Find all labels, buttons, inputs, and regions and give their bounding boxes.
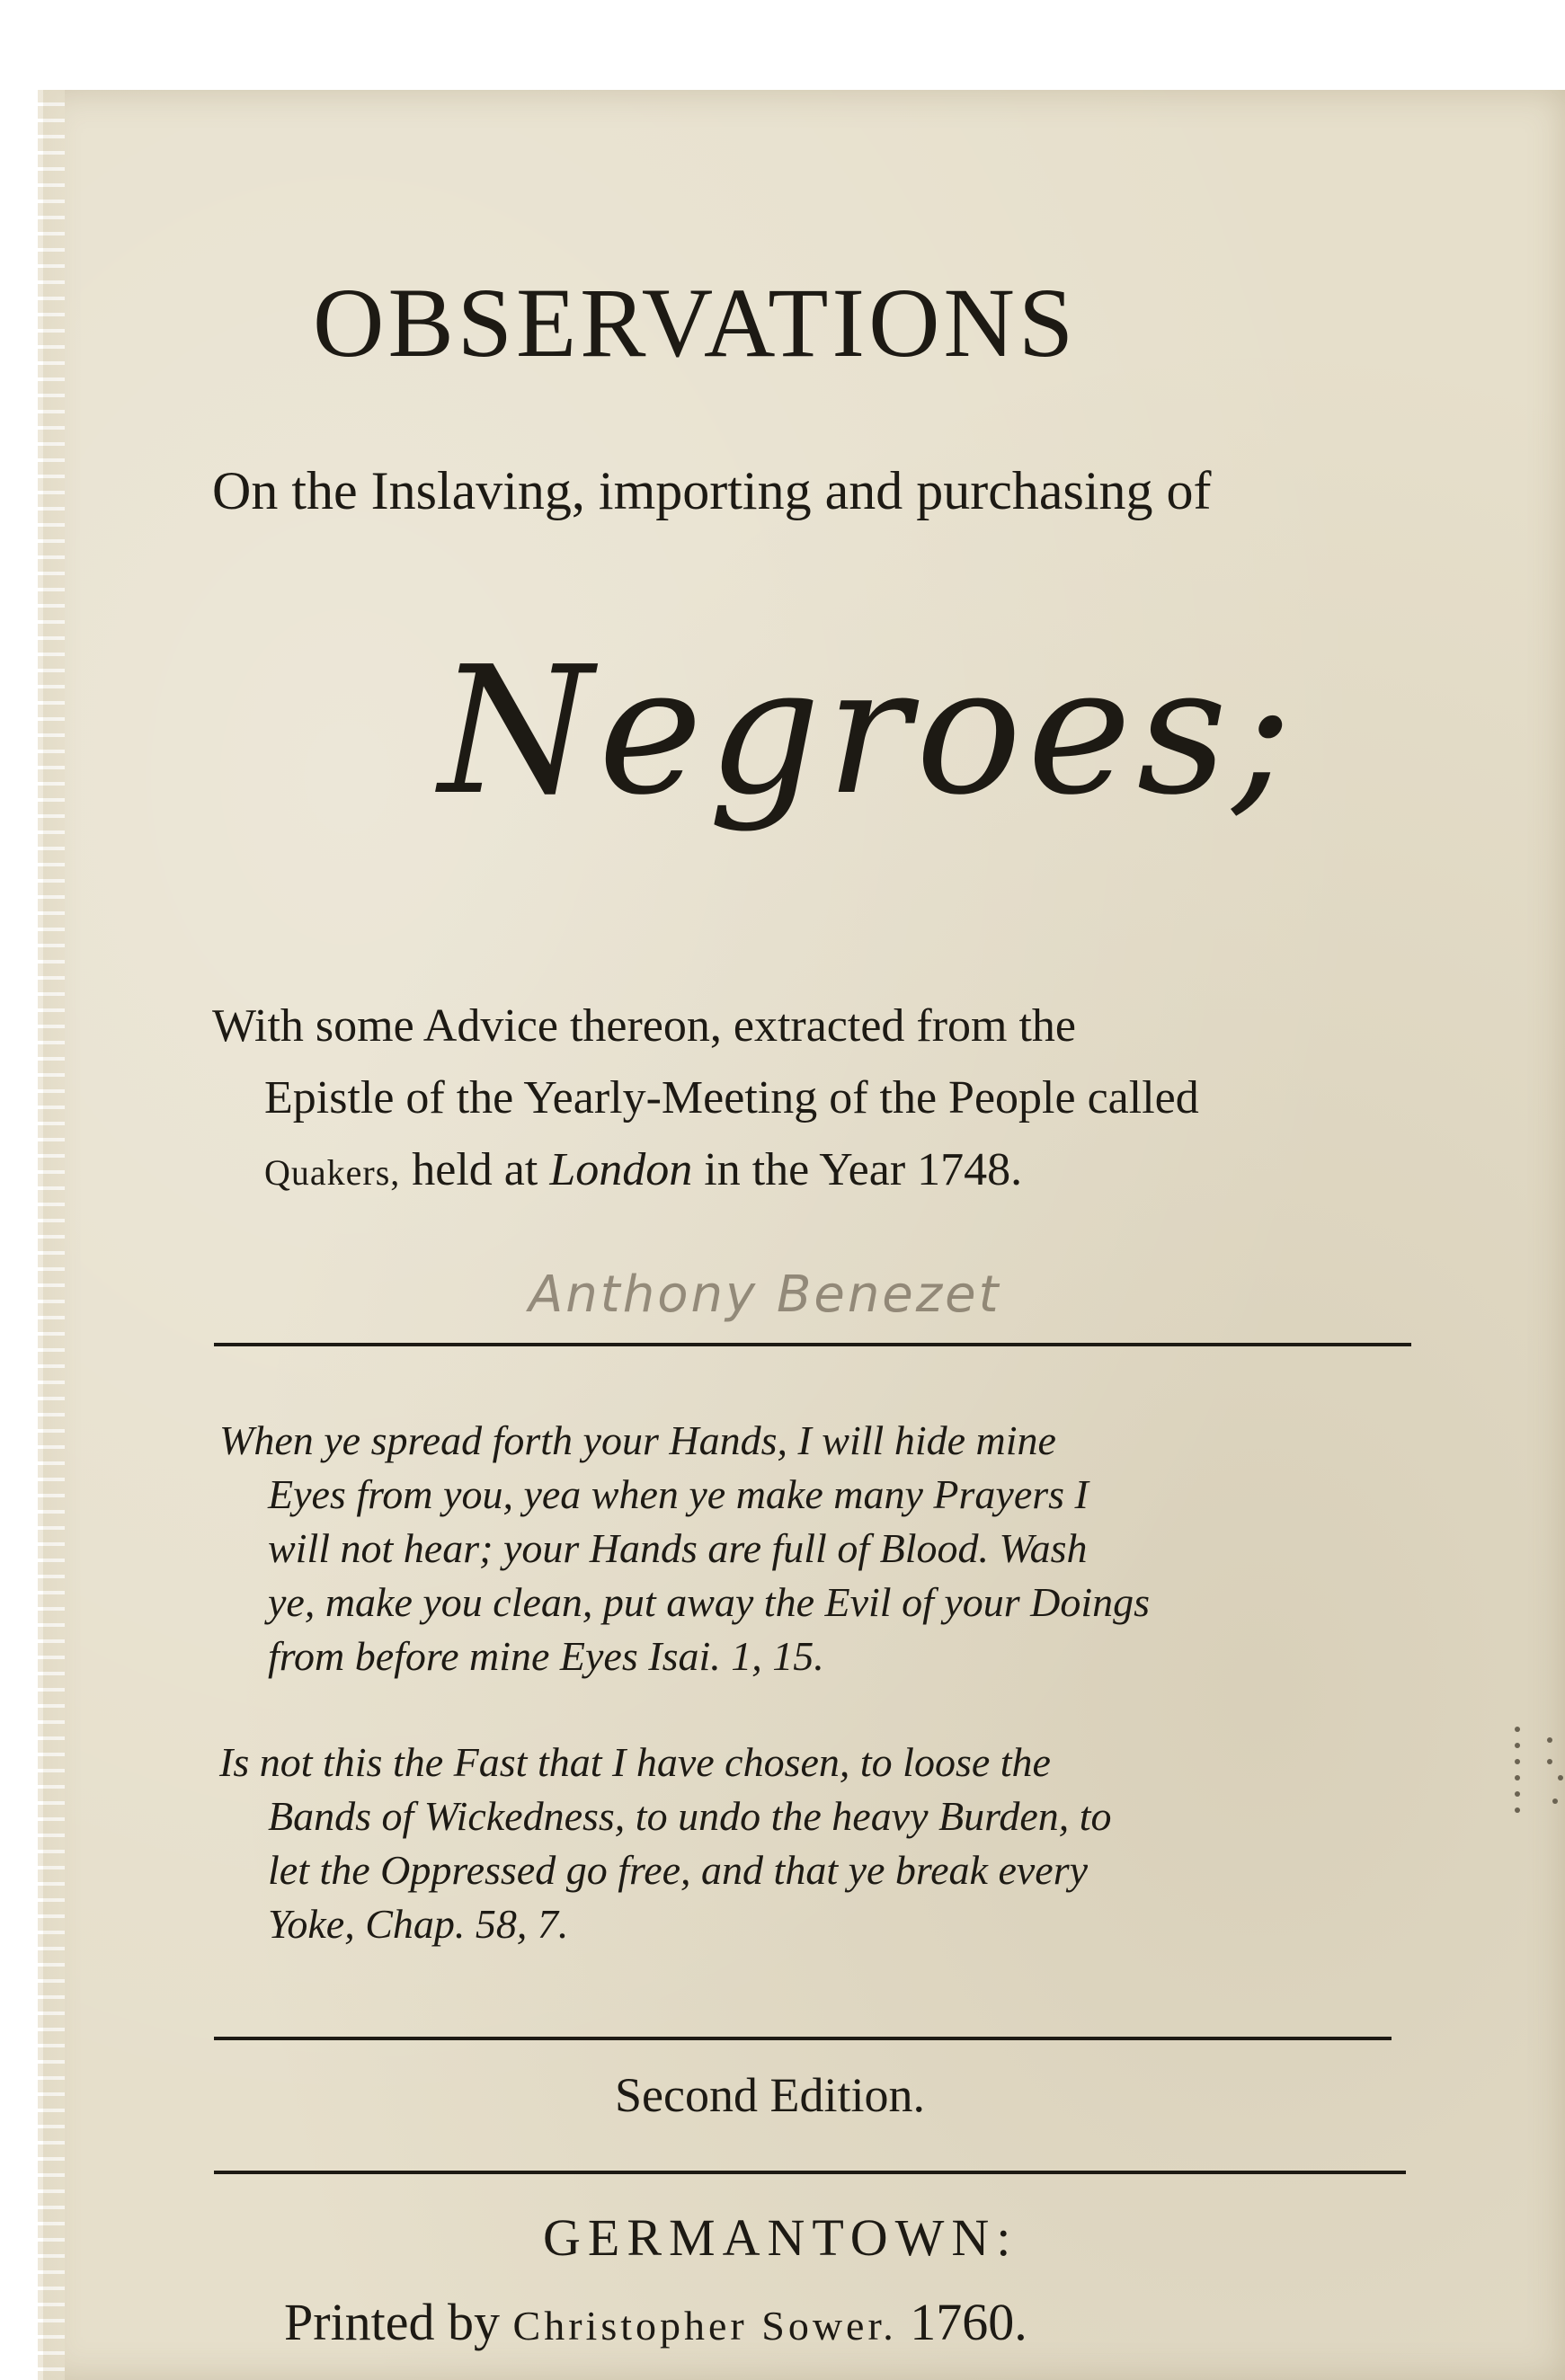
divider-rule — [214, 2037, 1392, 2040]
quote-2-line: Bands of Wickedness, to undo the heavy Burden, to — [268, 1793, 1112, 1839]
advice-line-2: Epistle of the Yearly-Meeting of the People called — [264, 1072, 1199, 1123]
document-page — [43, 90, 1565, 2380]
advice-line-3 — [264, 1143, 1022, 1196]
divider-rule — [214, 1343, 1411, 1346]
torn-edge — [38, 90, 65, 2380]
imprint-printer — [284, 2292, 1027, 2352]
quote-1-line: from before mine Eyes Isai. 1, 15. — [268, 1633, 824, 1679]
london-word: London — [549, 1144, 693, 1195]
edition-label: Second Edition. — [615, 2068, 925, 2122]
title: OBSERVATIONS — [313, 268, 1078, 377]
quote-1-line: Eyes from you, yea when ye make many Prayers I — [268, 1471, 1089, 1517]
held-at-text: held at — [400, 1144, 550, 1195]
quakers-word: Quakers, — [264, 1152, 401, 1193]
year-text: in the Year 1748. — [692, 1144, 1023, 1195]
quote-1-line: will not hear; your Hands are full of Blood. Wash — [268, 1525, 1088, 1571]
quote-2-line: Yoke, Chap. 58, 7. — [268, 1901, 569, 1947]
printed-by-text: Printed by — [284, 2293, 513, 2351]
quote-1-line: When ye spread forth your Hands, I will hide mine — [219, 1417, 1056, 1463]
divider-rule — [214, 2171, 1406, 2174]
handwritten-signature: Anthony Benezet — [529, 1265, 1001, 1324]
printer-name: Christopher Sower. — [512, 2303, 897, 2349]
imprint-place: GERMANTOWN: — [543, 2208, 1018, 2267]
subtitle: On the Inslaving, importing and purchasing of — [212, 461, 1212, 520]
quote-1-line: ye, make you clean, put away the Evil of your Doings — [268, 1579, 1151, 1625]
quote-2-line: Is not this the Fast that I have chosen, to loose the — [219, 1739, 1051, 1785]
imprint-year: 1760. — [896, 2293, 1027, 2351]
advice-line-1: With some Advice thereon, extracted from the — [212, 1000, 1077, 1052]
quote-2-line: let the Oppressed go free, and that ye break every — [268, 1847, 1089, 1893]
pinholes-mark — [1508, 1722, 1565, 1821]
main-subject: Negroes; — [439, 629, 1298, 834]
